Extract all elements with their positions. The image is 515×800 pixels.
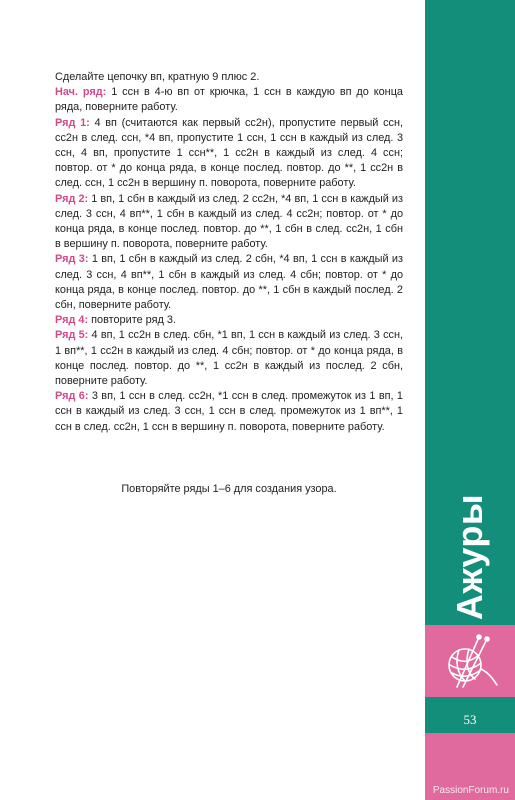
row-3	[55, 252, 403, 313]
row-1	[55, 116, 403, 192]
repeat-note: Повторяйте ряды 1–6 для создания узора.	[121, 483, 337, 495]
row-5	[55, 328, 403, 389]
row-text: 1 вп, 1 сбн в каждый из след. 2 сс2н, *4 вп, 1 ссн в каждый из след. 3 ссн, 4 вп**, 1 сбн в каждый из след. 4 сс2н; повтор. от * до конца ряда, в конце послед. повтор. до **, 1 сбн в след. сс2н, 1 сбн в вершину п. поворота, поверните работу.	[55, 192, 403, 251]
row-text: 3 вп, 1 ссн в след. сс2н, *1 ссн в след. промежуток из 1 вп, 1 ссн в каждый из след. 3 ссн, 1 ссн в след. промежуток из 1 вп**, 1 ссн в след. сс2н, 1 ссн в вершину п. поворота, поверните работу.	[55, 390, 403, 433]
row-text: 1 ссн в 4-ю вп от крючка, 1 ссн в каждую вп до конца ряда, поверните работу.	[55, 86, 403, 114]
row-label: Ряд 4:	[55, 314, 89, 327]
row-2	[55, 192, 403, 253]
row-label: Ряд 6:	[55, 390, 89, 403]
watermark: PassionForum.ru	[432, 785, 509, 796]
row-6	[55, 389, 403, 435]
row-4	[55, 313, 403, 328]
yarn-ball-icon	[435, 633, 505, 689]
row-text: 4 вп, 1 сс2н в след. сбн, *1 вп, 1 ссн в каждый из след. 3 ссн, 1 вп**, 1 сс2н в каждый из след. 4 сбн; повтор. от * до конца ряда, в конце послед. повтор. до **, 1 сс2н в каждый из послед. 2 сбн, поверните работу.	[55, 329, 403, 388]
row-label: Ряд 1:	[55, 116, 90, 129]
page-number: 53	[463, 712, 477, 727]
row-label: Ряд 3:	[55, 253, 89, 266]
icon-block	[425, 625, 515, 697]
chapter-title-wrap	[425, 493, 515, 621]
row-label: Нач. ряд:	[55, 86, 107, 99]
chapter-sidebar	[425, 0, 515, 800]
row-label: Ряд 5:	[55, 329, 89, 342]
pattern-instructions	[55, 70, 403, 435]
row-text: 1 вп, 1 сбн в каждый из след. 2 сбн, *4 вп, 1 ссн в каждый из след. 3 ссн, 4 вп**, 1 сбн в каждый из след. 4 сбн; повтор. от * до конца ряда, в конце послед. повтор. до **, 1 сбн в каждый послед. 2 сбн, поверните работу.	[55, 253, 403, 312]
intro-text: Сделайте цепочку вп, кратную 9 плюс 2.	[55, 71, 260, 83]
row-label: Ряд 2:	[55, 192, 89, 205]
chapter-title: Ажуры	[449, 493, 490, 621]
row-text: 4 вп (считаются как первый сс2н), пропустите первый ссн, сс2н в след. ссн, *4 вп, пропустите 1 ссн, 1 ссн в каждый из след. 3 ссн, 4 вп, пропустите 1 ссн**, 1 сс2н в каждый из след. 4 ссн; повтор. от * до конца ряда, в конце послед. повтор. до **, 1 сс2н в след. ссн, 1 сс2н в вершину п. поворота, поверните работу.	[55, 116, 403, 190]
row-text: повторите ряд 3.	[88, 314, 176, 327]
row-start	[55, 85, 403, 115]
